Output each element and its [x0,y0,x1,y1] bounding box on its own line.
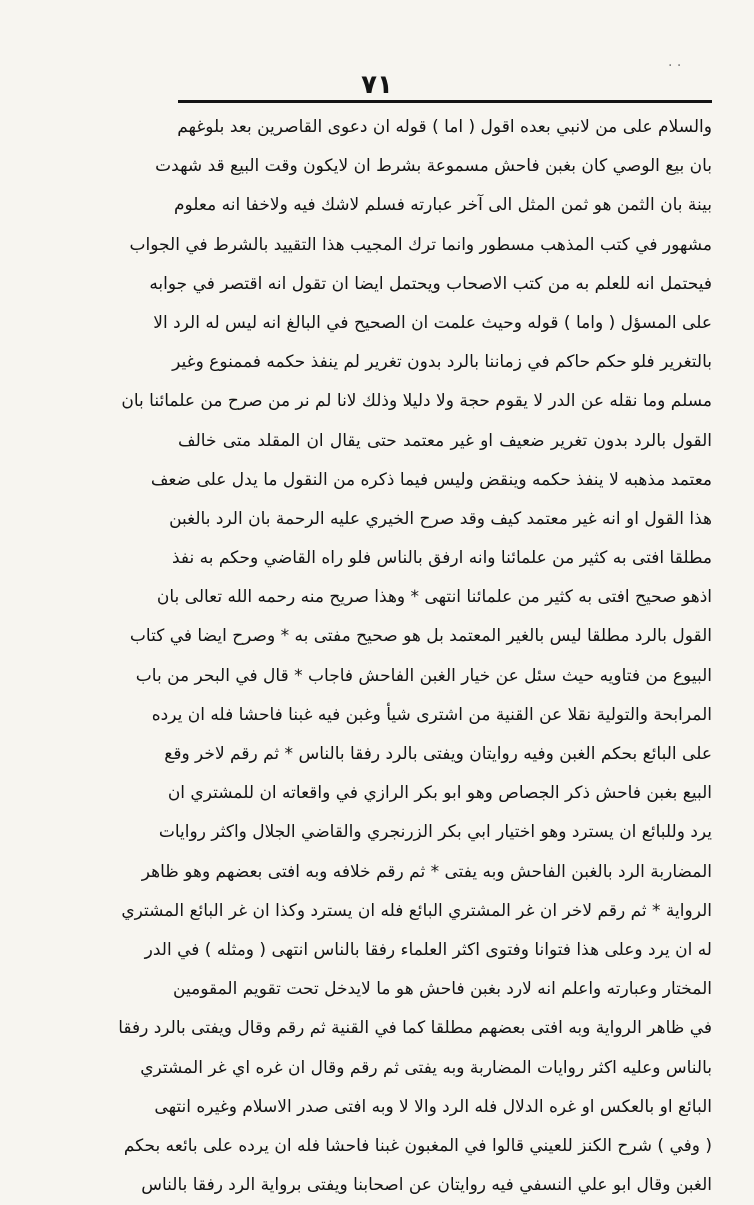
text-line: والسلام على من لانبي بعده اقول ( اما ) قوله ان دعوى القاصرين بعد بلوغهم [177,117,712,137]
text-line: البائع او بالعكس او غره الدلال فله الرد والا لا وبه افتى صدر الاسلام وغيره انتهى [154,1096,712,1117]
text-line: القول بالرد بدون تغرير ضعيف او غير معتمد حتى يقال ان المقلد متى خالف [178,430,712,451]
text-line: بالناس وعليه اكثر روايات المضاربة وبه يفتى ثم رقم وقال ان غره اي غر المشتري [140,1057,712,1078]
text-line: على المسؤل ( واما ) قوله وحيث علمت ان الصحيح في البالغ انه ليس له الرد الا [153,312,712,333]
header-rule [178,100,712,103]
text-line: بينة بان الثمن هو ثمن المثل الى آخر عبارته فسلم لاشك فيه ولاخفا انه معلوم [173,195,712,216]
text-line: ( وفي ) شرح الكنز للعيني قالوا في المغبون غبنا فاحشا فله ان يرده على بائعه بحكم [123,1135,712,1156]
text-line: مسلم وما نقله عن الدر لا يقوم حجة ولا دليلا وذلك لانا لم نر من صرح من علمائنا بان [121,391,712,412]
text-line: المرابحة والتولية نقلا عن القنية من اشترى شيأ وغبن فيه غبنا فاحشا فله ان يرده [151,704,712,725]
text-line: المختار وعبارته واعلم انه لارد بغبن فاحش هو ما لايدخل تحت تقويم المقومين [173,979,712,1000]
text-line: الغبن وقال ابو علي النسفي فيه روايتان عن اصحابنا ويفتى برواية الرد رفقا بالناس [141,1175,712,1196]
text-line: القول بالرد مطلقا ليس بالغير المعتمد بل هو صحيح مفتى به * وصرح ايضا في كتاب [129,626,712,647]
text-line: اذهو صحيح افتى به كثير من علمائنا انتهى * وهذا صريح منه رحمه الله تعالى بان [156,587,712,608]
text-line: يرد وللبائع ان يسترد وهو اختيار ابي بكر الزرنجري والقاضي الجلال واكثر روايات [158,822,712,843]
text-line: بان بيع الوصي كان بغبن فاحش مسموعة بشرط ان لايكون وقت البيع قد شهدت [155,156,712,177]
text-line: المضاربة الرد بالغبن الفاحش وبه يفتى * ثم رقم خلافه وبه افتى بعضهم وهو ظاهر [141,861,712,882]
text-line: مطلقا افتى به كثير من علمائنا وانه ارفق بالناس فلو راه القاضي وحكم به نفذ [171,548,712,569]
text-line: البيع بغبن فاحش ذكر الجصاص وهو ابو بكر الرازي في واقعاته ان للمشتري ان [167,783,712,804]
text-line: معتمد مذهبه لا ينفذ حكمه وينقض وليس فيما ذكره من النقول ما يدل على ضعف [150,469,712,490]
text-body [118,108,712,1205]
text-line: في ظاهر الرواية وبه افتى بعضهم مطلقا كما في القنية ثم رقم وقال ويفتى بالرد رفقا [118,1018,712,1039]
text-line: على البائع بحكم الغبن وفيه روايتان ويفتى بالرد رفقا بالناس * ثم رقم لاخر وقع [164,744,712,764]
text-line: فيحتمل انه للعلم به من كتب الاصحاب ويحتمل ايضا ان تقول انه اقتصر في جوابه [149,273,712,294]
text-line: مشهور في كتب المذهب مسطور وانما ترك المجيب هذا التقييد بالشرط في الجواب [129,234,712,255]
text-line: البيوع من فتاويه حيث سئل عن خيار الغبن الفاحش فاجاب * قال في البحر من باب [135,665,712,686]
page-number: ٧١ [361,70,393,100]
corner-mark: · · [668,58,682,74]
text-line: الرواية * ثم رقم لاخر ان غر المشتري البائع فله ان يسترد وكذا ان غر البائع المشتري [121,900,712,921]
text-line: هذا القول او انه غير معتمد كيف وقد صرح الخيري عليه الرحمة بان الرد بالغبن [169,508,712,529]
text-line: بالتغرير فلو حكم حاكم في زماننا بالرد بدون تغرير لم ينفذ حكمه فممنوع وغير [172,352,712,373]
text-line: له ان يرد وعلى هذا فتوانا وفتوى اكثر العلماء رفقا بالناس انتهى ( ومثله ) في الدر [144,939,712,960]
